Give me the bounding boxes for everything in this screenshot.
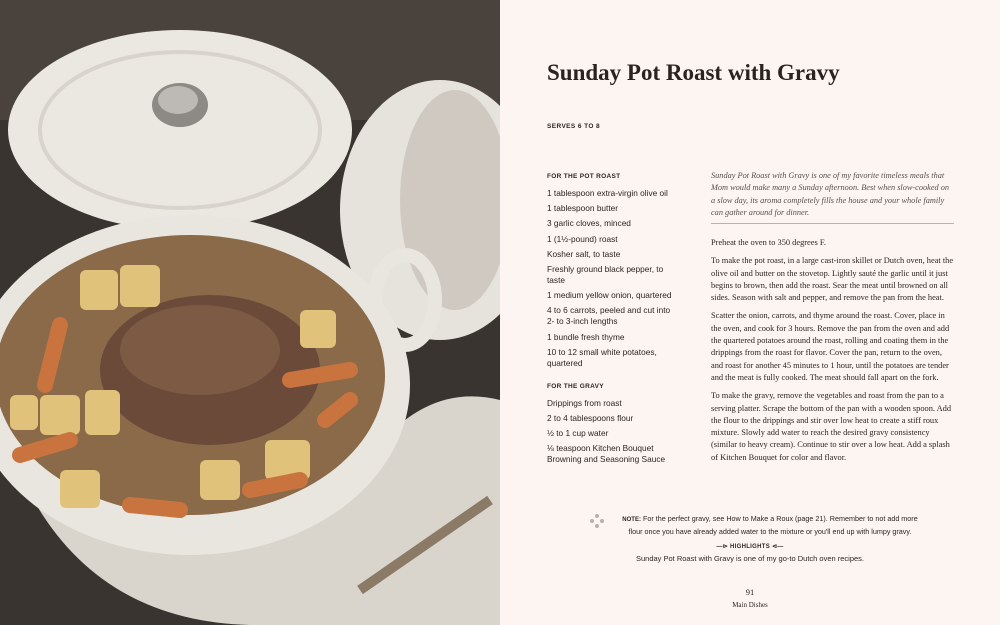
ingredient: 2 to 4 tablespoons flour bbox=[547, 412, 634, 423]
ingredient: 1 tablespoon butter bbox=[547, 203, 619, 214]
ingredient: 1 bundle fresh thyme bbox=[547, 331, 625, 342]
ingredient: 1 tablespoon extra-virgin olive oil bbox=[547, 188, 668, 198]
note-dots-icon bbox=[590, 514, 604, 528]
instructions bbox=[711, 237, 956, 470]
ingredients bbox=[547, 171, 677, 469]
ingredient: Drippings from roast bbox=[547, 397, 622, 408]
recipe-page bbox=[500, 0, 1000, 625]
gravy-heading: FOR THE GRAVY bbox=[547, 382, 604, 390]
ingredient: 1 (1½-pound) roast bbox=[547, 233, 618, 244]
ingredient: 3 garlic cloves, minced bbox=[547, 218, 631, 229]
step: Scatter the onion, carrots, and thyme around the roast. Cover, place in the oven, and cook for 3 hours. Remove the pan from the oven and add the quartered potatoes around the roast, rolling and coating them in the drippings from the roast for flavor. Cover the pan, return to the oven, and roast for another 45 minutes to 1 hour, until the potatoes are tender and the meat is fully cooked. The meat should fall apart on the fork. bbox=[711, 311, 950, 382]
note-text: For the perfect gravy, see How to Make a Roux (page 21). Remember to not add more flour once you have already added water to the mixture or you'll end up with lumpy gravy. bbox=[628, 514, 918, 536]
ingredient: 1 medium yellow onion, quartered bbox=[547, 290, 672, 301]
step: Preheat the oven to 350 degrees F. bbox=[711, 238, 826, 247]
ingredient: 10 to 12 small white potatoes, quartered bbox=[547, 346, 657, 368]
step: To make the gravy, remove the vegetables and roast from the pan to a serving platter. Scrape the bottom of the pan with a wooden spoon. Add the flour to the drippings and stir over low heat to create a stiff roux mixture. Slowly add water to reach the desired gravy consistency (similar to heavy cream). Continue to stir over a low heat. Add a splash of Kitchen Bouquet for color and flavor. bbox=[711, 391, 952, 462]
ingredient: Freshly ground black pepper, to taste bbox=[547, 263, 664, 285]
pot-lid bbox=[8, 30, 352, 230]
recipe-intro: Sunday Pot Roast with Gravy is one of my favorite timeless meals that Mom would make many a Sunday afternoon. Best when slow-cooked on a slow day, its aroma completely fills the house and your whole family can gather around for dinner. bbox=[711, 170, 954, 224]
step: To make the pot roast, in a large cast-iron skillet or Dutch oven, heat the olive oil and butter on the stovetop. Lightly sauté the garlic until it just begins to brown, then add the roast. Sear the meat until browned on all sides. Season with salt and pepper, and remove the pan from the heat. bbox=[711, 256, 954, 303]
ingredient: 4 to 6 carrots, peeled and cut into 2- to 3-inch lengths bbox=[547, 305, 671, 327]
section-name: Main Dishes bbox=[732, 601, 768, 609]
recipe-title: Sunday Pot Roast with Gravy bbox=[547, 60, 840, 85]
pot-roast-heading: FOR THE POT ROAST bbox=[547, 173, 621, 180]
highlights-text: Sunday Pot Roast with Gravy is one of my go-to Dutch oven recipes. bbox=[635, 554, 865, 563]
ingredient: Kosher salt, to taste bbox=[547, 248, 621, 259]
page-number: 91 bbox=[745, 587, 755, 597]
highlights-label: —⊳ HIGHLIGHTS ⊲— bbox=[716, 544, 784, 550]
note-label: NOTE: bbox=[622, 517, 641, 523]
serves: SERVES 6 TO 8 bbox=[547, 123, 601, 130]
ingredient: ½ to 1 cup water bbox=[547, 428, 609, 439]
note bbox=[620, 513, 920, 537]
ingredient: ⅛ teaspoon Kitchen Bouquet Browning and Seasoning Sauce bbox=[547, 443, 666, 465]
